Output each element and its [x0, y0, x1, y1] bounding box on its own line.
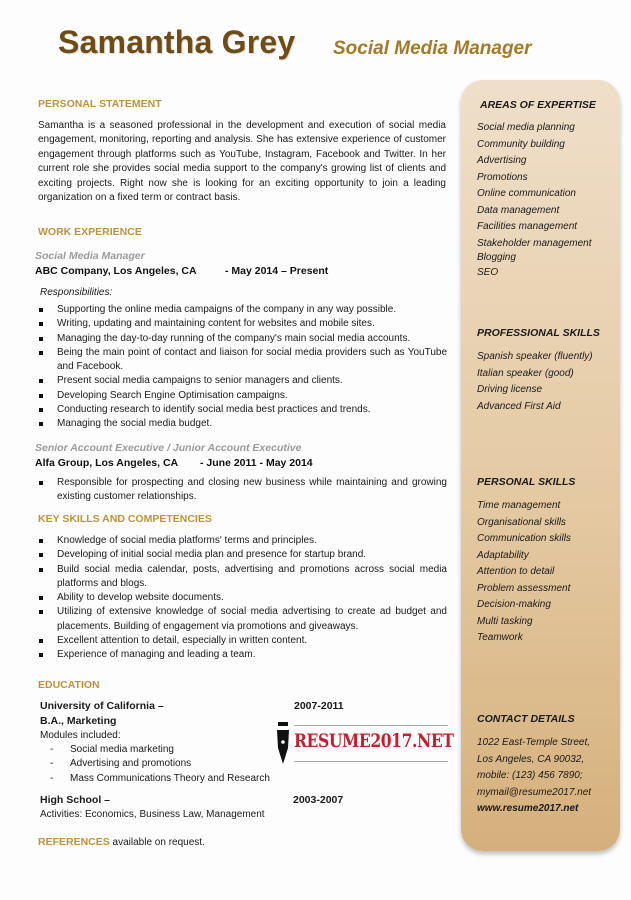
module-item: - Advertising and promotions: [40, 757, 270, 771]
university: University of California –: [40, 700, 164, 712]
professional-skill-item: Driving license: [477, 384, 543, 395]
high-school-dates: 2003-2007: [293, 794, 344, 806]
contact-item: Los Angeles, CA 90032,: [477, 753, 585, 765]
bullet-item: Responsible for prospecting and closing new business while maintaining and growing existing customer relationships.: [37, 476, 447, 505]
professional-skills-list: [477, 349, 593, 415]
expertise-item: Social media planning: [477, 122, 575, 133]
expertise-item: Online communication: [477, 188, 576, 199]
professional-skill-item: Advanced First Aid: [477, 400, 561, 412]
bullet-item: Knowledge of social media platforms' terms and principles.: [37, 534, 447, 548]
work-experience-heading: WORK EXPERIENCE: [38, 226, 142, 238]
module-item: - Social media marketing: [40, 743, 270, 757]
bullet-item: Writing, updating and maintaining content for websites and mobile sites.: [37, 317, 447, 331]
job-2-company: Alfa Group, Los Angeles, CA - June 2011 - May 2014: [35, 457, 313, 469]
personal-skills-list: [477, 498, 571, 647]
bullet-item: Being the main point of contact and liaison for social media providers such as YouTube and Facebook.: [37, 346, 447, 375]
contact-item: www.resume2017.net: [477, 803, 579, 814]
personal-skill-item: Teamwork: [477, 632, 523, 643]
expertise-item: Advertising: [477, 155, 527, 166]
personal-skills-heading: PERSONAL SKILLS: [477, 476, 576, 488]
high-school: High School –: [40, 794, 111, 806]
expertise-item: Blogging: [477, 251, 516, 263]
personal-skill-item: Communication skills: [477, 533, 571, 544]
references: REFERENCES available on request.: [38, 836, 205, 848]
personal-skill-item: Multi tasking: [477, 615, 533, 627]
job-2-bullets: [37, 476, 447, 505]
personal-skill-item: Problem assessment: [477, 582, 571, 594]
modules-list: [40, 743, 270, 786]
professional-skills-heading: PROFESSIONAL SKILLS: [477, 327, 600, 339]
job-1-bullets: [37, 303, 447, 432]
expertise-list: [477, 120, 592, 281]
expertise-item: Community building: [477, 138, 565, 150]
personal-statement-heading: PERSONAL STATEMENT: [38, 98, 162, 110]
activities: Activities: Economics, Business Law, Management: [40, 809, 265, 820]
bullet-item: Developing Search Engine Optimisation campaigns.: [37, 389, 447, 403]
personal-skill-item: Adaptability: [477, 549, 529, 561]
key-skills-bullets: [37, 534, 447, 663]
contact-item: mymail@resume2017.net: [477, 786, 592, 798]
expertise-item: Data management: [477, 204, 560, 216]
university-dates: 2007-2011: [294, 700, 344, 712]
candidate-name: Samantha Grey: [58, 24, 296, 60]
expertise-item: SEO: [477, 266, 499, 278]
responsibilities-label: Responsibilities:: [40, 287, 113, 298]
watermark-logo: [276, 722, 454, 768]
job-1-title: Social Media Manager: [35, 250, 145, 262]
expertise-heading: AREAS OF EXPERTISE: [480, 99, 596, 111]
personal-skill-item: Attention to detail: [477, 566, 555, 577]
bullet-item: Conducting research to identify social media best practices and trends.: [37, 403, 447, 417]
bullet-item: Ability to develop website documents.: [37, 591, 447, 605]
job-1-company: ABC Company, Los Angeles, CA - May 2014 – Present: [35, 265, 329, 277]
contact-list: [477, 735, 591, 818]
job-2-title: Senior Account Executive / Junior Account Executive: [35, 442, 302, 454]
bullet-item: Excellent attention to detail, especially in written content.: [37, 634, 447, 648]
bullet-item: Utilizing of extensive knowledge of social media advertising to create ad budget and placements. Building of engagement via promotions and giveaways.: [37, 605, 447, 634]
personal-skill-item: Decision-making: [477, 599, 551, 610]
bullet-item: Developing of initial social media plan and presence for startup brand.: [37, 548, 447, 562]
personal-skill-item: Organisational skills: [477, 516, 566, 528]
bullet-item: Managing the social media budget.: [37, 417, 447, 431]
module-item: - Mass Communications Theory and Research: [40, 772, 270, 786]
bullet-item: Present social media campaigns to senior managers and clients.: [37, 374, 447, 388]
fountain-pen-icon: [276, 722, 290, 766]
watermark-text: RESUME2017.NET: [294, 730, 454, 752]
professional-skill-item: Italian speaker (good): [477, 367, 574, 379]
expertise-item: Stakeholder management: [477, 237, 592, 249]
education-heading: EDUCATION: [38, 679, 100, 691]
personal-skill-item: Time management: [477, 500, 561, 511]
professional-skill-item: Spanish speaker (fluently): [477, 351, 593, 362]
personal-statement-text: Samantha is a seasoned professional in the development and execution of social media engagement, monitoring, reporting and analysis. She has extensive experience of customer engagement through platforms such as YouTube, Instagram, Facebook and Twitter. In her current role she provides social media support to the company's growing list of clients and exciting projects. Right now she is looking for an exciting opportunity to join a leading organization on a fixed term or contract basis.: [38, 120, 446, 204]
degree: B.A., Marketing: [40, 715, 117, 727]
contact-item: 1022 East-Temple Street,: [477, 737, 591, 748]
bullet-item: Build social media calendar, posts, advertising and promotions across social media platforms and blogs.: [37, 563, 447, 592]
contact-item: mobile: (123) 456 7890;: [477, 770, 583, 781]
bullet-item: Managing the day-to-day running of the company's main social media accounts.: [37, 332, 447, 346]
expertise-item: Promotions: [477, 171, 528, 183]
bullet-item: Experience of managing and leading a team.: [37, 648, 447, 662]
job-title: Social Media Manager: [333, 38, 532, 59]
expertise-item: Facilities management: [477, 221, 578, 232]
modules-label: Modules included:: [40, 730, 121, 741]
key-skills-heading: KEY SKILLS AND COMPETENCIES: [38, 513, 212, 525]
contact-heading: CONTACT DETAILS: [477, 713, 575, 725]
bullet-item: Supporting the online media campaigns of the company in any way possible.: [37, 303, 447, 317]
